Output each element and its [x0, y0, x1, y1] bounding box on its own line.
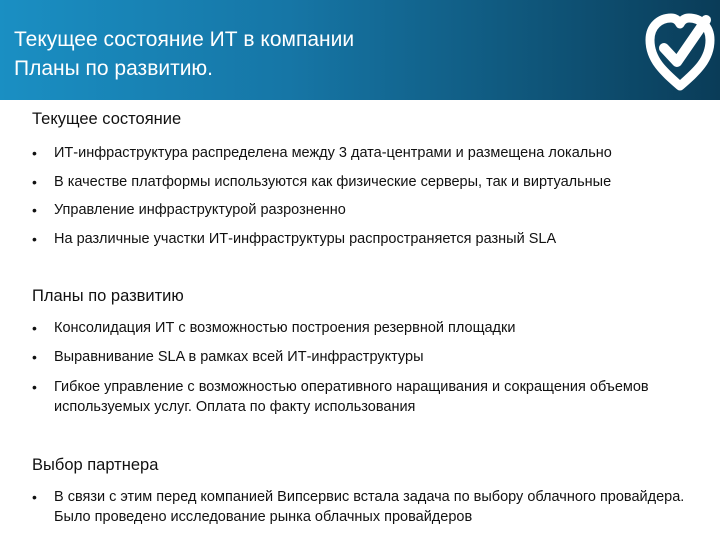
bullet-icon: • — [32, 349, 37, 365]
list-item-text: Консолидация ИТ с возможностью построения резервной площадки — [54, 320, 516, 336]
section-heading-current-state: Текущее состояние — [32, 110, 182, 128]
list-item-text: На различные участки ИТ-инфраструктуры распространяется разный SLA — [54, 231, 557, 247]
bullet-icon: • — [32, 174, 37, 190]
bullet-icon: • — [32, 379, 37, 395]
list-item-text: Управление инфраструктурой разрозненно — [54, 202, 346, 218]
list-item-text: Выравнивание SLA в рамках всей ИТ-инфраструктуры — [54, 349, 424, 365]
bullet-icon: • — [32, 489, 37, 505]
section-heading-development-plans: Планы по развитию — [32, 287, 184, 305]
bullet-icon: • — [32, 202, 37, 218]
list-item-text: ИТ-инфраструктура распределена между 3 дата-центрами и размещена локально — [54, 145, 612, 161]
bullet-icon: • — [32, 145, 37, 161]
list-item-text: В качестве платформы используются как физические серверы, так и виртуальные — [54, 174, 612, 190]
list-item-text: Гибкое управление с возможностью оперативного наращивания и сокращения объемов используемых услуг. Оплата по факту использования — [54, 379, 649, 415]
slide-title-line-1: Текущее состояние ИТ в компании — [14, 28, 355, 51]
bullet-icon: • — [32, 231, 37, 247]
bullet-icon: • — [32, 320, 37, 336]
slide-title-line-2: Планы по развитию. — [14, 57, 214, 80]
section-heading-partner-choice: Выбор партнера — [32, 456, 159, 474]
list-item-text: В связи с этим перед компанией Випсервис встала задача по выбору облачного провайдера. Было проведено исследование рынка облачных провайдеров — [54, 489, 685, 525]
